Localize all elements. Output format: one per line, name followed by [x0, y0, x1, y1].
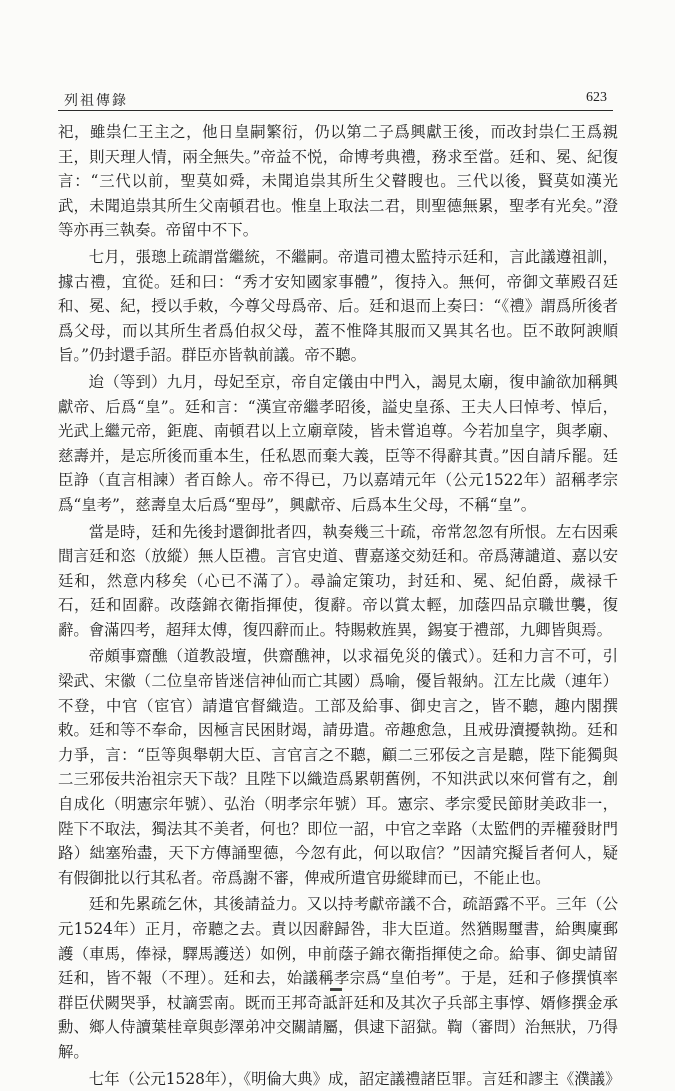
page-number: 623: [586, 90, 607, 105]
running-title: 列祖傳錄: [64, 93, 128, 109]
paragraph-7: 七年（公元1528年），《明倫大典》成，詔定議禮諸臣罪。言廷和謬主《濮議》: [88, 1069, 621, 1088]
paragraph-3: 迨（等到）九月，母妃至京，帝自定儀由中門入，謁見太廟，復申諭欲加稱興獻帝、后爲“皇”。廷和言：“漢宣帝繼孝昭後，謚史皇孫、王夫人曰悼考、悼后，光武上繼元帝，鉅鹿、南頓君以上立廟章陵，皆未嘗追尊。今若加皇字，與孝廟、慈壽并，是忘所後而重本生，任私恩而棄大義，臣等不得辭其責。”因自請斥罷。廷臣諍（直言相諫）者百餘人。帝不得已，乃以嘉靖元年（公元1522年）詔稱孝宗爲“皇考”，慈壽皇太后爲“聖母”，興獻帝、后爲本生父母，不稱“皇”。: [58, 372, 618, 514]
paragraph-1: 祀，雖祟仁王主之，他日皇嗣繁衍，仍以第二子爲興獻王後，而改封祟仁王爲親王，則天理人情，兩全無失。”帝益不悦，命博考典禮，務求至當。廷和、冕、紀復言：“三代以前，聖莫如舜，未聞追祟其所生父瞽瞍也。三代以後，賢莫如漢光武，未聞追祟其所生父南頓君也。惟皇上取法二君，則聖德無累，聖孝有光矣。”澄等亦再三執奏。帝留中不下。: [58, 123, 618, 240]
paragraph-2: 七月，張璁上疏謂當繼統，不繼嗣。帝遣司禮太監持示廷和，言此議遵祖訓，據古禮，宜從。廷和曰：“秀才安知國家事體”，復持入。無何，帝御文華殿召廷和、冕、紀，授以手敕，今尊父母爲帝、后。廷和退而上奏曰：“《禮》謂爲所後者爲父母，而以其所生者爲伯叔父母，蓋不惟降其服而又異其名也。臣不敢阿諛順旨。”仍封還手詔。群臣亦皆執前議。帝不聽。: [58, 247, 618, 365]
running-header: [58, 88, 613, 111]
body-text: [58, 120, 621, 1091]
paragraph-4: 當是時，廷和先後封還御批者四，執奏幾三十疏，帝常忽忽有所恨。左右因乘間言廷和恣（放縱）無人臣禮。言官史道、曹嘉遂交劾廷和。帝爲薄譴道、嘉以安廷和，然意内移矣（心已不滿了）。尋論定策功，封廷和、冕、紀伯爵，歲禄千石，廷和固辭。改蔭錦衣衛指揮使，復辭。帝以賞太輕，加蔭四品京職世襲，復辭。會滿四考，超拜太傅，復四辭而止。特賜敕旌異，錫宴于禮部，九卿皆與焉。: [58, 522, 618, 639]
paragraph-6: 廷和先累疏乞休，其後請益力。又以持考獻帝議不合，疏語露不平。三年（公元1524年）正月，帝聽之去。責以因辭歸咎，非大臣道。然猶賜璽書，給輿廩郵護（車馬，俸禄，驛馬護送）如例，申前蔭子錦衣衛指揮使之命。給事、御史請留廷和，皆不報（不理）。廷和去，始議稱孝宗爲“皇伯考”。于是，廷和子修撰慎率群臣伏闕哭爭，杖謫雲南。既而王邦奇詆訐廷和及其次子兵部主事惇、婿修撰金承勳、鄉人侍讀葉桂章與彭澤弟冲交關請屬，俱逮下詔獄。鞫（審問）治無狀，乃得解。: [58, 895, 618, 1061]
paragraph-5: 帝頗事齋醮（道教設壇，供齋醮神，以求福免災的儀式）。廷和力言不可，引梁武、宋徽（二位皇帝皆迷信神仙而亡其國）爲喻，優旨報納。江左比歲（連年）不登，中官（宦官）請遣官督織造。工部及給事、御史言之，皆不聽，趣内閣撰敕。廷和等不奉命，因極言民困財竭，請毋遣。帝趣愈急，且戒毋瀆擾執拗。廷和力爭，言：“臣等與舉朝大臣、言官言之不聽，顧二三邪佞之言是聽，陛下能獨與二三邪佞共治祖宗天下哉？且陛下以織造爲累朝舊例，不知洪武以來何嘗有之，創自成化（明憲宗年號）、弘治（明孝宗年號）耳。憲宗、孝宗愛民節財美政非一，陛下不取法，獨法其不美者，何也？即位一詔，中官之幸路（太監們的弄權發財門路）絀塞殆盡，天下方傳誦聖德，今忽有此，何以取信？”因請究擬旨者何人，疑有假御批以行其私者。帝爲謝不審，俾戒所遣官毋縱肆而已，不能止也。: [58, 647, 618, 887]
page-bottom-mark: [330, 988, 342, 991]
